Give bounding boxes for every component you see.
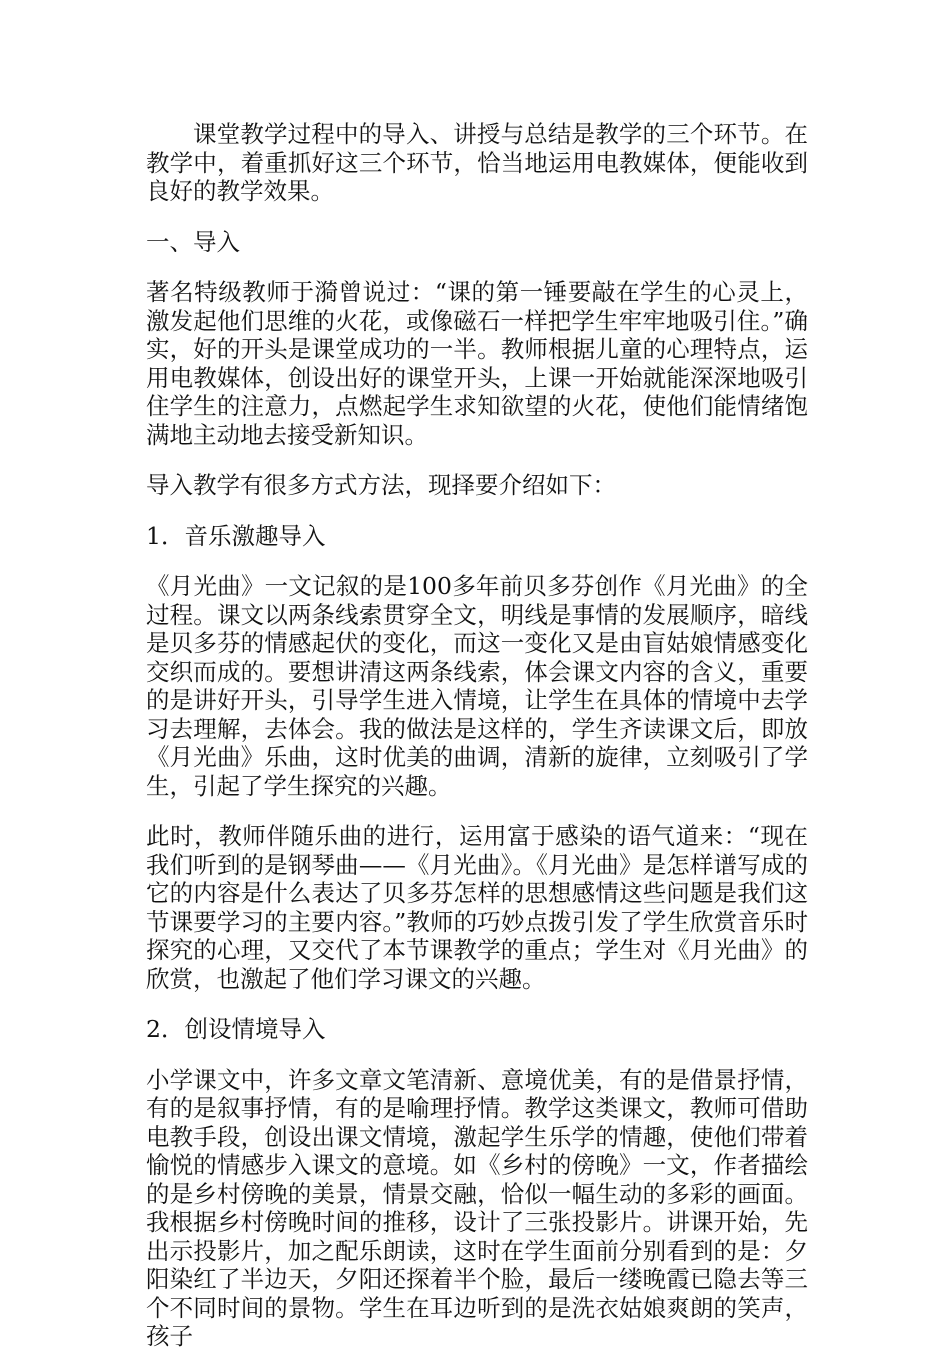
document-page bbox=[146, 120, 808, 1351]
method-heading-scenario: 2．创设情境导入 bbox=[146, 1015, 326, 1043]
section-heading-intro: 一、导入 bbox=[146, 227, 240, 256]
methods-intro-paragraph: 导入教学有很多方式方法，现择要介绍如下： bbox=[146, 471, 616, 499]
method-heading-music: 1．音乐激趣导入 bbox=[146, 521, 326, 550]
method-music-paragraph-1: 《月光曲》一文记叙的是100多年前贝多芬创作《月光曲》的全过程。课文以两条线索贯穿全文，明线是事情的发展顺序，暗线是贝多芬的情感起伏的变化，而这一变化又是由盲姑娘情感变化交织而成的。要想讲清这两条线索，体会课文内容的含义，重要的是讲好开头，引导学生进入情境，让学生在具体的情境中去学习去理解，去体会。我的做法是这样的，学生齐读课文后，即放《月光曲》乐曲，这时优美的曲调，清新的旋律，立刻吸引了学生，引起了学生探究的兴趣。 bbox=[146, 572, 808, 800]
intro-paragraph: 课堂教学过程中的导入、讲授与总结是教学的三个环节。在教学中，着重抓好这三个环节，恰当地运用电教媒体，便能收到良好的教学效果。 bbox=[146, 120, 808, 205]
quote-paragraph: 著名特级教师于漪曾说过：“课的第一锤要敲在学生的心灵上，激发起他们思维的火花，或像磁石一样把学生牢牢地吸引住。”确实，好的开头是课堂成功的一半。教师根据儿童的心理特点，运用电教媒体，创设出好的课堂开头，上课一开始就能深深地吸引住学生的注意力，点燃起学生求知欲望的火花，使他们能情绪饱满地主动地去接受新知识。 bbox=[146, 278, 808, 449]
method-music-paragraph-2: 此时，教师伴随乐曲的进行，运用富于感染的语气道来：“现在我们听到的是钢琴曲——《月光曲》。《月光曲》是怎样谱写成的它的内容是什么表达了贝多芬怎样的思想感情这些问题是我们这节课要学习的主要内容。”教师的巧妙点拨引发了学生欣赏音乐时探究的心理，又交代了本节课教学的重点；学生对《月光曲》的欣赏，也激起了他们学习课文的兴趣。 bbox=[146, 822, 808, 993]
method-scenario-paragraph-1: 小学课文中，许多文章文笔清新、意境优美，有的是借景抒情，有的是叙事抒情，有的是喻理抒情。教学这类课文，教师可借助电教手段，创设出课文情境，激起学生乐学的情趣，使他们带着愉悦的情感步入课文的意境。如《乡村的傍晚》一文，作者描绘的是乡村傍晚的美景，情景交融，恰似一幅生动的多彩的画面。我根据乡村傍晚时间的推移，设计了三张投影片。讲课开始，先出示投影片，加之配乐朗读，这时在学生面前分别看到的是：夕阳染红了半边天，夕阳还探着半个脸，最后一缕晚霞已隐去等三个不同时间的景物。学生在耳边听到的是洗衣姑娘爽朗的笑声，孩子 bbox=[146, 1065, 808, 1350]
